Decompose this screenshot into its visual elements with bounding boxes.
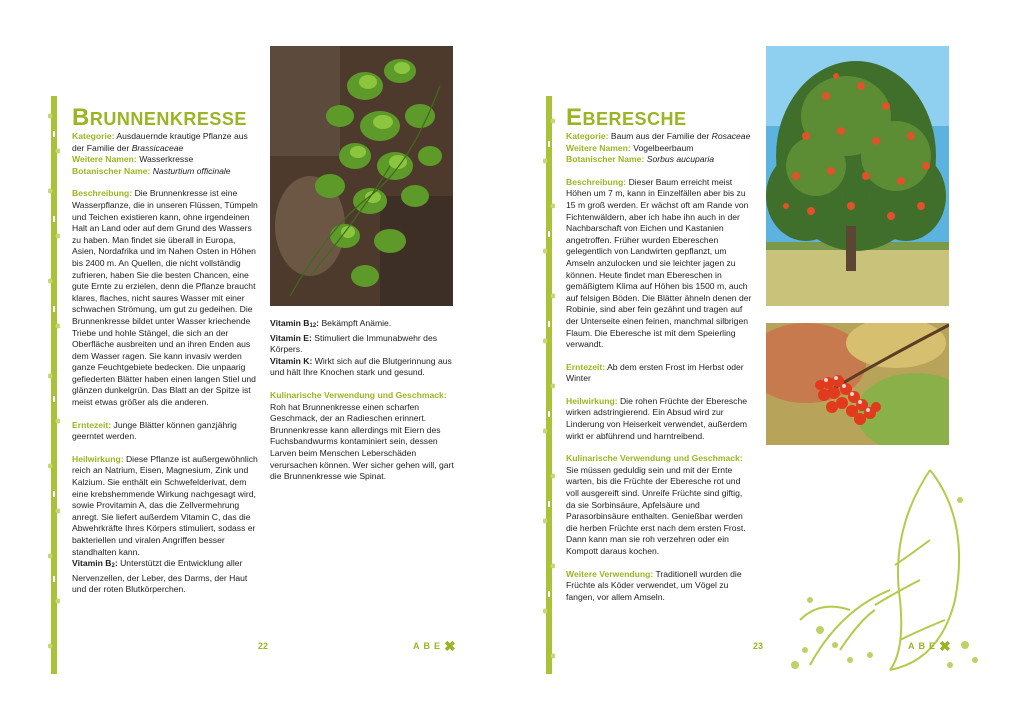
right-meta: Kategorie: Baum aus der Familie der Rosaceae Weitere Namen: Vogelbeerbaum Botanischer Name: Sorbus aucuparia	[566, 131, 751, 165]
rowan-tree-photo	[766, 46, 949, 306]
left-page-number: 22	[258, 641, 269, 651]
watercress-photo	[270, 46, 453, 306]
x-mark-icon: ✖	[444, 638, 456, 654]
right-publisher-logo: ABE✖	[908, 638, 951, 654]
left-kulinarisch: Kulinarische Verwendung und Geschmack: Roh hat Brunnenkresse einen scharfen Geschmack, der an Radieschen erinnert. Brunnenkresse kann allerdings mit Eiern des Fuchsbandwurms kontaminiert sein, dessen Larven beim Menschen Leberschäden verursachen können. Wer sicher gehen will, gart die Brunnenkresse wie Spinat.	[270, 389, 454, 482]
right-beschreibung: Beschreibung: Dieser Baum erreicht meist Höhen um 7 m, kann in Einzelfällen aber bis zu 15 m groß werden. Er wächst oft am Rande von Fichtenwäldern, aber ich habe ihn auch in der Nachbarschaft von Eichen und Kastanien angetroffen. Früher wurden Ebereschen gelegentlich von Landwirten gepflanzt, um Amseln anzulocken und sie leichter jagen zu können. Heute findet man Ebereschen in gemäßigtem Klima auf Höhen bis 1500 m, auch auf felsigen Böden. Die Blätter ähneln denen der Robinie, sind aber fein gezähnt und tragen auf der Unterseite einen feinen, manchmal silbrigen Flaum. Die Eberesche ist mit dem Speierling verwandt.	[566, 176, 752, 350]
left-erntezeit: Erntezeit: Junge Blätter können ganzjährig geerntet werden.	[72, 419, 237, 442]
left-text-column	[72, 131, 258, 596]
left-publisher-logo: ABE✖	[413, 638, 456, 654]
left-beschreibung: Beschreibung: Die Brunnenkresse ist eine Wasserpflanze, die in unseren Flüssen, Tümpeln und Teichen existieren kann, ohne irgendeinen Halt an Land oder auf dem Grund des Wassers zu haben. Man findet sie überall in Europa, Asien, Nordafrika und im Nahen Osten in Höhen bis 2400 m. An Quellen, die nicht vollständig zufrieren, haben Sie die besten Chancen, eine gute Ernte zu erzielen, denn die Pflanze braucht klares, flaches, nicht saures Wasser mit einer schwachen Strömung, um gut zu gedeihen. Die Brunnenkresse bildet unter Wasser kriechende Triebe und hohle Stängel, die sich an der Oberfläche ausbreiten und an ihren Enden aus dem Wasser ragen. Sie kann invasiv werden ganze Feuchtgebiete bedecken. Die unpaarig gefiederten Blätter haben einen langen Stiel und glänzen dunkelgrün. Das Blatt an der Spitze ist meist etwas größer als die anderen.	[72, 188, 258, 408]
left-second-column	[270, 318, 456, 494]
right-page-number: 23	[753, 641, 764, 651]
right-kulinarisch: Kulinarische Verwendung und Geschmack: Sie müssen geduldig sein und mit der Ernte warten, bis die Früchte der Eberesche rot und voll ausgereift sind. Unreife Früchte sind giftig, da sie Sorbinsäure, Apfelsäure und Parasorbinsäure enthalten. Genießbar werden die herben Früchte erst nach dem ersten Frost. Dann kann man sie roh verzehren oder ein Kompott daraus kochen.	[566, 453, 746, 556]
left-heilwirkung: Heilwirkung: Diese Pflanze ist außergewöhnlich reich an Natrium, Eisen, Magnesium, Zink und Kalzium. Sie enthält ein Schwefelderivat, dem eine krebshemmende Wirkung nachgesagt wird, sowie Provitamin A, das die Zellvermehrung anregt. Sie liefert außerdem Vitamin C, das die Abwehrkräfte Ihres Körpers stimuliert, sodass er bakteriellen und viralen Angriffen besser standhalten kann. Vitamin $B_2$: Unterstützt die Entwicklung aller Nervenzellen, der Leber, des Darms, der Haut und der roten Blutkörperchen.	[72, 453, 258, 595]
rowan-berries-photo	[766, 323, 949, 445]
right-vine-border	[543, 96, 555, 674]
x-mark-icon: ✖	[939, 638, 951, 654]
right-weitere-verwendung: Weitere Verwendung: Traditionell wurden die Früchte als Köder verwendet, um Vögel zu fangen, vor allem Amseln.	[566, 568, 742, 602]
decorative-leaf-illustration	[780, 460, 990, 675]
right-erntezeit: Erntezeit: Ab dem ersten Frost im Herbst oder Winter	[566, 361, 744, 384]
right-text-column	[566, 131, 754, 614]
right-heilwirkung: Heilwirkung: Die rohen Früchte der Eberesche wirken adstringierend. Ein Absud wird zur Linderung von Heiserkeit verwendet, außerdem wirkt er abführend und harntreibend.	[566, 395, 748, 441]
left-vitamins: Vitamin $B_{12}$: Bekämpft Anämie. Vitamin E: Stimuliert die Immunabwehr des Körpers. Vitamin K: Wirkt sich auf die Blutgerinnung aus und hält Ihre Knochen stark und gesund.	[270, 318, 452, 378]
left-vine-border	[48, 96, 60, 674]
left-meta: Kategorie: Ausdauernde krautige Pflanze aus der Familie der Brassicaceae Weitere Namen: Wasserkresse Botanischer Name: Nasturtium officinale	[72, 131, 248, 176]
right-page-title: EBERESCHE	[566, 104, 687, 131]
left-page-title: BRUNNENKRESSE	[72, 104, 247, 131]
